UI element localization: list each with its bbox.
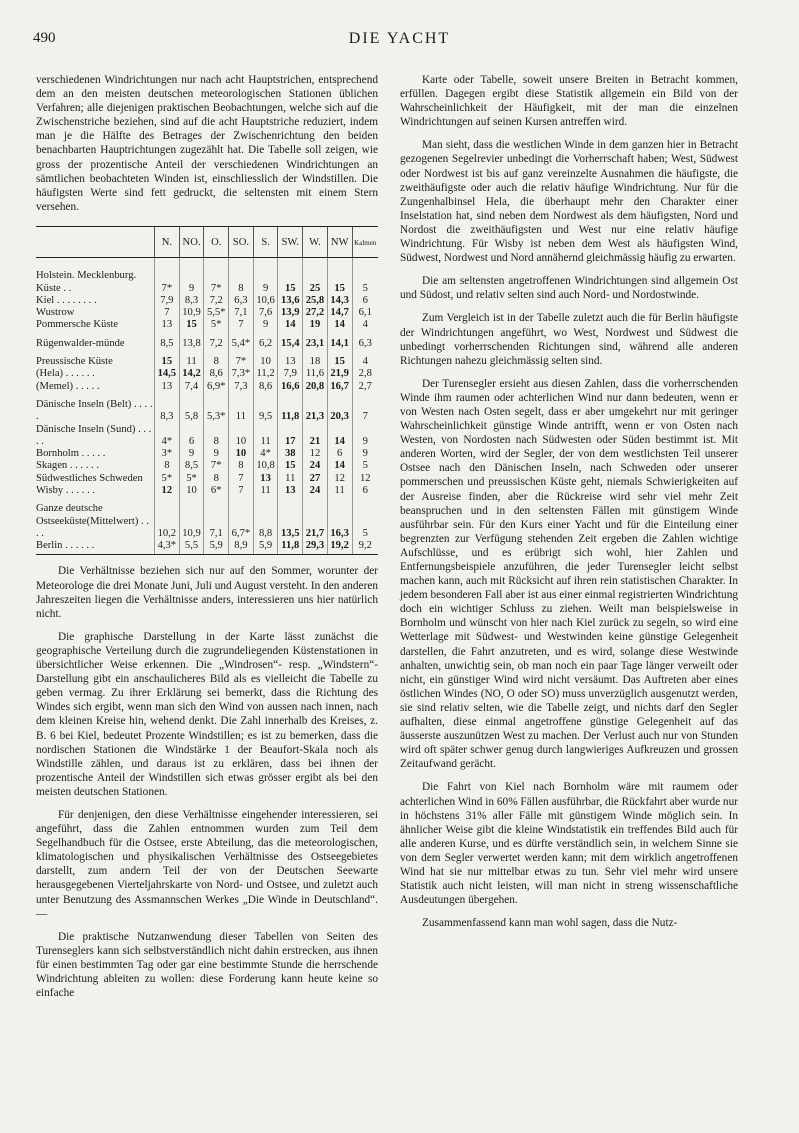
value-cell: 16,3 [327,497,352,540]
body-paragraph: Karte oder Tabelle, soweit unsere Breiten in Betracht kommen, erfüllen. Dagegen ergibt diese Statistik allgemein ein Bild von der Wahrscheinlichkeit der Häufigkeit, mit der man die einzelnen Windrichtungen auf seinen Kursen antreffen wird. [400,74,738,129]
value-cell: 7 [229,485,254,497]
value-cell: 5,4* [229,332,254,350]
value-cell: 20,8 [303,381,328,393]
header-direction: W. [303,226,328,257]
value-cell: 6,3 [229,295,254,307]
value-cell: 5 [352,460,378,472]
value-cell: 13 [253,473,278,485]
value-cell: 15 [278,460,303,472]
value-cell: 9,5 [253,393,278,424]
value-cell: 16,7 [327,381,352,393]
value-cell: 10,2 [155,497,180,540]
value-cell: 10 [229,424,254,449]
value-cell: 8 [229,460,254,472]
value-cell: 13,6 [278,295,303,307]
value-cell: 10,6 [253,295,278,307]
header-direction: SW. [278,226,303,257]
value-cell: 7 [229,319,254,331]
value-cell: 15 [327,258,352,295]
station-name: Rügenwalder-münde [36,337,125,349]
value-cell: 7,1 [204,497,229,540]
table-row [36,497,378,540]
value-cell: 7 [155,307,180,319]
value-cell: 5* [204,319,229,331]
page-header [33,30,766,52]
value-cell: 8 [155,460,180,472]
station-name: Wustrow [36,307,75,319]
station-name: (Hela) . . . . . . [36,368,95,380]
value-cell: 7,4 [179,381,204,393]
value-cell: 11 [278,473,303,485]
value-cell: 9 [179,258,204,295]
value-cell: 24 [303,485,328,497]
value-cell: 11 [253,424,278,449]
value-cell: 11 [179,350,204,368]
value-cell: 25,8 [303,295,328,307]
station-name: Südwestliches Schweden [36,472,143,484]
body-paragraph: Man sieht, dass die westlichen Winde in dem ganzen hier in Betracht gezogenen Segelrevier unbedingt die Vorherrschaft haben; West, Südwest oder Nordwest ist bis auf ganz vereinzelte Ausnahmen die häufigste, die zweithäufigste oder auch die relativ häufige Windrichtung. Nur für die Zungenhalbinsel Hela, die überhaupt mehr den Charakter einer Inselstation hat, sind neben dem Nordwest als dem häufigsten, Nord und Nordost die zweithäufigsten und West nur eine relativ häufige Windrichtung. Für Wisby ist neben dem West als häufigsten Wind, Südwest, Nordwest und Nord annähernd gleichmässig häufig zu erwarten. [400,139,738,265]
value-cell: 13,5 [278,497,303,540]
header-direction: NW [327,226,352,257]
value-cell: 10,8 [253,460,278,472]
value-cell: 20,3 [327,393,352,424]
value-cell: 14 [327,424,352,449]
value-cell: 4 [352,319,378,331]
station-name: Preussische Küste [36,356,113,368]
value-cell: 4,3* [155,540,180,555]
body-paragraph: Die graphische Darstellung in der Karte lässt zunächst die geographische Verteilung durch die zugrundeliegenden Küstenstationen in übersichtlicher Weise erkennen. Die „Windrosen“- resp. „Windstern“-Darstellung gibt ein anschaulicheres Bild als es vielleicht die Tabelle zu geben vermag. Zu ihrer Erklärung sei bemerkt, dass die Richtung des Windes sich ergibt, wenn man sich den Wind von aussen nach innen, nach dem kleinen Kreise hin, wehend denkt. Die Zahl innerhalb des Kreises, z. B. 6 bei Kiel, bedeutet Prozente Windstillen; es ist zu bemerken, dass die nordischen Stationen die Windstärke 1 der Beaufort-Skala noch als Windstille zählen, und daraus ist zu erklären, dass bei ihnen der prozentische Anteil der Windstillen sich etwas grösser ergibt als bei den meisten deutschen Stationen. [36,630,378,798]
value-cell: 4 [352,350,378,368]
value-cell: 6 [352,485,378,497]
value-cell: 7 [352,393,378,424]
table-row [36,540,378,555]
value-cell: 17 [278,424,303,449]
value-cell: 19,2 [327,540,352,555]
value-cell: 9 [179,448,204,460]
value-cell: 4* [253,448,278,460]
value-cell: 10 [179,485,204,497]
value-cell: 6,7* [229,497,254,540]
value-cell: 21,3 [303,393,328,424]
value-cell: 8 [229,258,254,295]
value-cell: 6 [352,295,378,307]
value-cell: 5,3* [204,393,229,424]
header-direction: O. [204,226,229,257]
table-row [36,473,378,485]
wind-direction-table [36,226,378,556]
header-direction: N. [155,226,180,257]
header-direction: S. [253,226,278,257]
station-name: Holstein. Mecklenburg. Küste . . [36,270,137,294]
value-cell: 7,6 [253,307,278,319]
station-name: Dänische Inseln (Sund) . . . . . [36,423,152,447]
intro-paragraph: verschiedenen Windrichtungen nur nach acht Hauptstrichen, entsprechend dem an den meisten deutschen meteorologischen Stationen üblichen Verfahren; alle diejenigen praktischen Beobachtungen, welche sich auf die Zwischenstriche beziehen, sind auf die acht Hauptstriche reduziert, indem man je die Hälfte des Betrages der Zwischenrichtung den beiden benachbarten Hauptrichtungen zugezählt hat. Die Tabelle soll zeigen, wie gross der prozentische Anteil der verschiedenen Windrichtungen an sämtlichen beobachteten Winden ist, einschliesslich der Windstillen. Die häufigsten Werte sind fett gedruckt, die seltensten mit einem Stern versehen. [36,74,378,213]
value-cell: 13 [278,350,303,368]
value-cell: 7,3 [229,381,254,393]
value-cell: 6,1 [352,307,378,319]
table-row [36,319,378,331]
value-cell: 29,3 [303,540,328,555]
value-cell: 7,1 [229,307,254,319]
value-cell: 21,7 [303,497,328,540]
value-cell: 6,3 [352,332,378,350]
value-cell: 4* [155,424,180,449]
value-cell: 13 [278,485,303,497]
value-cell: 7,9 [278,368,303,380]
table-row [36,485,378,497]
value-cell: 23,1 [303,332,328,350]
table-row [36,332,378,350]
value-cell: 6 [327,448,352,460]
value-cell: 5 [352,497,378,540]
value-cell: 2,7 [352,381,378,393]
left-column [36,73,378,1009]
value-cell: 10,9 [179,497,204,540]
value-cell: 13,8 [179,332,204,350]
table-row [36,258,378,295]
table-row [36,448,378,460]
value-cell: 2,8 [352,368,378,380]
value-cell: 9 [253,319,278,331]
station-name: (Memel) . . . . . [36,380,100,392]
value-cell: 8 [204,473,229,485]
value-cell: 5,9 [204,540,229,555]
value-cell: 12 [352,473,378,485]
station-name: Wisby . . . . . . [36,484,96,496]
value-cell: 12 [303,448,328,460]
table-row [36,460,378,472]
value-cell: 9 [352,448,378,460]
value-cell: 15 [327,350,352,368]
body-paragraph: Die praktische Nutzanwendung dieser Tabellen von Seiten des Turenseglers kann sich selbstverständlich nicht dahin erstrecken, aus ihnen für einen bestimmten Tag oder gar eine bestimmte Stunde die herrschende Windrichtung ableiten zu wollen: diese Forderung kann heute keine so einfache [36,930,378,1000]
value-cell: 7,9 [155,295,180,307]
value-cell: 15 [179,319,204,331]
value-cell: 7* [204,460,229,472]
right-column [400,73,738,939]
station-name: Kiel . . . . . . . . [36,294,97,306]
value-cell: 11,6 [303,368,328,380]
value-cell: 8 [204,350,229,368]
value-cell: 5* [155,473,180,485]
station-name: Skagen . . . . . . [36,460,99,472]
value-cell: 7,3* [229,368,254,380]
header-direction: Kalmen [352,226,378,257]
value-cell: 10 [253,350,278,368]
body-paragraph: Der Turensegler ersieht aus diesen Zahlen, dass die vorherrschenden Winde ihm raumen oder achterlichen Wind nur dann bedeuten, wenn er von Westen nach Osten segelt, dass er aber umgekehrt nur mit geringer Wahrscheinlichkeit günstige Winde antrifft, wenn er von Osten nach Westen, von Nordosten nach Südwesten oder Süden bestimmt ist. Mit anderen Worten, wird der Segler, der von dem westlichsten Teil unserer Ostsee nach den Dänischen Inseln, nach Schweden oder unserer pommerschen und preussischen Küste geht, niemals Schwierigkeiten auf der Ausreise finden, aber die Rückreise wird sehr viel mehr Zeit beanspruchen und in den seltensten Fällen mit günstigem Winde ausführbar sein. Für den Kurs einer Yacht und für die Einteilung einer begrenzten zur Verfügung stehenden Zeit ergeben die Zahlen wichtige Aufschlüsse, und es erübrigt sich wohl, hier Zahlen und Entfernungsbeispiele anzuführen, die jeder Turensegler leicht selbst machen kann, auch mit Rücksicht auf ihren rein statistischen Charakter. In jedem besonderen Fall aber ist aus einer einmal registrierten Windrichtung doch ein wichtiger Schluss zu ziehen. Weilt man beispielsweise in Bornholm und wünscht von hier nach Kiel zurück zu segeln, so wird eine Wetterlage mit Südwest- und Westwinden keine günstige Gelegenheit darstellen, die Fahrt anzutreten, und es wird, solange diese Westwinde anhalten, unwichtig sein, ob man noch ein paar Tage länger verweilt oder nicht, ein günstiger Wind wird nicht versäumt. Das Auftreten aber eines östlichen Windes (NO, O oder SO) muss unverzüglich ausgenutzt werden, sie sind relativ selten, wie die Tabelle zeigt, und nichts darf den Segler aufhalten, diese einmal angetroffene günstige Gelegenheit auf das äusserste auszunützen West zu machen. Der Verlust auch nur von Stunden wird oft später schwer genug durch langwieriges Aufkreuzen und grossen Zeitaufwand gerächt. [400,377,738,771]
journal-title: DIE YACHT [348,30,451,47]
value-cell: 8,6 [253,381,278,393]
page-number: 490 [33,30,56,46]
table-row [36,350,378,368]
value-cell: 13 [155,319,180,331]
value-cell: 6,9* [204,381,229,393]
value-cell: 9,2 [352,540,378,555]
table-row [36,295,378,307]
value-cell: 10,9 [179,307,204,319]
header-direction: NO. [179,226,204,257]
value-cell: 11 [229,393,254,424]
value-cell: 38 [278,448,303,460]
value-cell: 9 [352,424,378,449]
value-cell: 14,7 [327,307,352,319]
value-cell: 7,2 [204,295,229,307]
table-row [36,368,378,380]
value-cell: 14 [278,319,303,331]
value-cell: 8,3 [155,393,180,424]
value-cell: 14,2 [179,368,204,380]
value-cell: 27 [303,473,328,485]
value-cell: 12 [327,473,352,485]
body-paragraph: Zum Vergleich ist in der Tabelle zuletzt auch die für Berlin häufigste der Windrichtungen angeführt, wo West, Nordwest und Südwest die unbedingt vorherrschenden Richtungen sind, während alle anderen Richtungen nahezu gleichmässig selten sind. [400,312,738,367]
right-paragraphs [400,73,738,930]
value-cell: 8,5 [155,332,180,350]
value-cell: 7 [229,473,254,485]
body-paragraph: Die am seltensten angetroffenen Windrichtungen sind allgemein Ost und Südost, und relativ selten sind auch Nord- und Nordostwinde. [400,275,738,302]
value-cell: 21 [303,424,328,449]
value-cell: 18 [303,350,328,368]
value-cell: 15 [278,258,303,295]
table-row [36,424,378,449]
value-cell: 9 [204,448,229,460]
value-cell: 14 [327,319,352,331]
value-cell: 8,3 [179,295,204,307]
value-cell: 7* [155,258,180,295]
value-cell: 19 [303,319,328,331]
value-cell: 14 [327,460,352,472]
body-paragraph: Die Verhältnisse beziehen sich nur auf den Sommer, worunter der Meteorologe die drei Monate Juni, Juli und August versteht. In den anderen Jahreszeiten liegen die Verhältnisse anders, interessieren uns hier natürlich nicht. [36,565,378,620]
station-name: Ganze deutsche Ostseeküste(Mittelwert) . . . . [36,503,149,539]
value-cell: 10 [229,448,254,460]
left-paragraphs [36,564,378,1000]
value-cell: 14,1 [327,332,352,350]
station-name: Berlin . . . . . . [36,540,155,555]
value-cell: 5 [352,258,378,295]
value-cell: 8,9 [229,540,254,555]
value-cell: 3* [155,448,180,460]
value-cell: 21,9 [327,368,352,380]
body-paragraph: Für denjenigen, den diese Verhältnisse eingehender interessieren, sei angeführt, dass die Zahlen entnommen wurden zum Teil dem Segelhandbuch für die Ostsee, erste Abteilung, das die meteorologischen, klimatologischen und physikalischen Verhältnisse des Ostseegebietes darstellt, zum andern Teil der von der Deutschen Seewarte herausgegebenen Vierteljahrskarte von Nord- und Ostsee, und zuletzt auch unter Benutzung des Assmannschen Werkes „Die Winde in Deutschland“. — [36,808,378,920]
value-cell: 13 [155,381,180,393]
value-cell: 11 [253,485,278,497]
value-cell: 16,6 [278,381,303,393]
station-name: Dänische Inseln (Belt) . . . . . [36,398,153,423]
value-cell: 5,5 [179,540,204,555]
table-row [36,381,378,393]
value-cell: 7* [229,350,254,368]
body-paragraph: Zusammenfassend kann man wohl sagen, dass die Nutz- [422,917,678,930]
value-cell: 11,2 [253,368,278,380]
value-cell: 14,5 [155,368,180,380]
value-cell: 5* [179,473,204,485]
value-cell: 7,2 [204,332,229,350]
value-cell: 24 [303,460,328,472]
value-cell: 9 [253,258,278,295]
value-cell: 5,5* [204,307,229,319]
value-cell: 11,8 [278,393,303,424]
value-cell: 6 [179,424,204,449]
value-cell: 8,8 [253,497,278,540]
value-cell: 15 [155,350,180,368]
value-cell: 8,6 [204,368,229,380]
value-cell: 25 [303,258,328,295]
value-cell: 5,8 [179,393,204,424]
value-cell: 8,5 [179,460,204,472]
value-cell: 12 [155,485,180,497]
header-station [36,226,155,257]
station-name: Bornholm . . . . . [36,448,106,460]
table-header-row [36,226,378,257]
value-cell: 6* [204,485,229,497]
station-name: Pommersche Küste [36,319,119,331]
table-body [36,258,378,555]
value-cell: 27,2 [303,307,328,319]
value-cell: 7* [204,258,229,295]
table-row [36,393,378,424]
value-cell: 14,3 [327,295,352,307]
value-cell: 15,4 [278,332,303,350]
header-direction: SO. [229,226,254,257]
value-cell: 6,2 [253,332,278,350]
body-paragraph: Die Fahrt von Kiel nach Bornholm wäre mit raumem oder achterlichen Wind in 60% Fällen ausführbar, die Rückfahrt aber wurde nur in höchstens 31% aller Fälle mit günstigem Winde möglich sein. In ähnlicher Weise gibt die kleine Windstatistik ein treffendes Bild auch für alle anderen Kurse, und es dürfte verständlich sein, in welchem Sinne sie von dem Segler verwertet werden kann; mit dem wirklich angetroffenen Wind hat sie nur mittelbar etwas zu tun. Sehr viel mehr wird unsere Statistik auch nicht leisten, will man nicht in streng wissenschaftliche Ausdeutungen übergehen. [400,781,738,907]
table-row [36,307,378,319]
value-cell: 11 [327,485,352,497]
value-cell: 13,9 [278,307,303,319]
value-cell: 8 [204,424,229,449]
value-cell: 5,9 [253,540,278,555]
value-cell: 11,8 [278,540,303,555]
